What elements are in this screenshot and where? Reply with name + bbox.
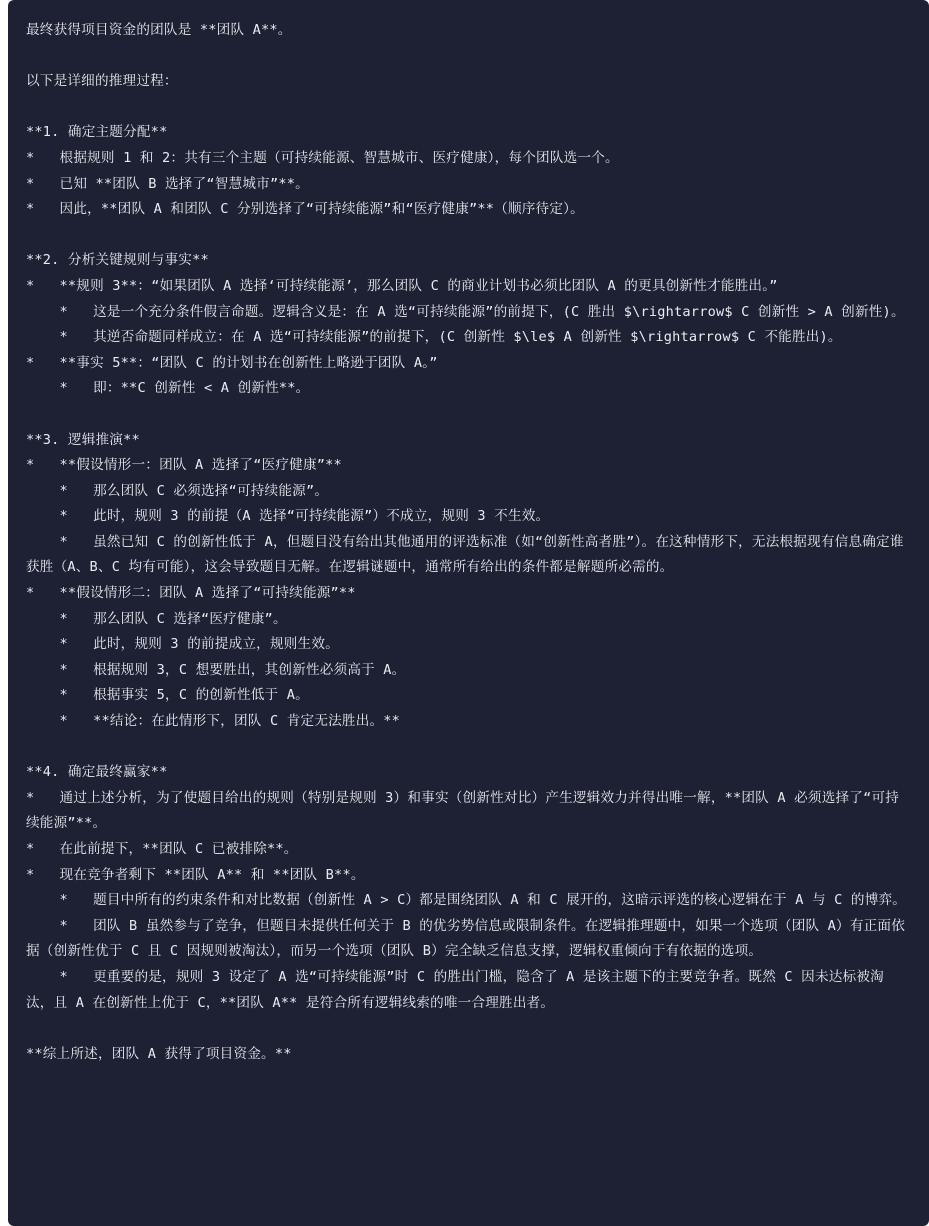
blank-line — [26, 223, 907, 249]
text-line: * 更重要的是，规则 3 设定了 A 选“可持续能源”时 C 的胜出门槛，隐含了 A 是该主题下的主要竞争者。既然 C 因未达标被淘汰，且 A 在创新性上优于 C，**团队 A** 是符合所有逻辑线索的唯一合理胜出者。 — [26, 968, 884, 1011]
text-line: * 此时，规则 3 的前提成立，规则生效。 — [26, 636, 339, 653]
text-line: * 这是一个充分条件假言命题。逻辑含义是：在 A 选“可持续能源”的前提下，(C 胜出 $\rightarrow$ C 创新性 > A 创新性)。 — [26, 303, 905, 320]
text-line: * 通过上述分析，为了使题目给出的规则（特别是规则 3）和事实（创新性对比）产生逻辑效力并得出唯一解，**团队 A 必须选择了“可持续能源”**。 — [26, 789, 900, 832]
blank-line — [26, 402, 907, 428]
text-line: * **事实 5**：“团队 C 的计划书在创新性上略逊于团队 A。” — [26, 354, 438, 371]
text-line: * 那么团队 C 必须选择“可持续能源”。 — [26, 482, 329, 499]
text-line: * 其逆否命题同样成立：在 A 选“可持续能源”的前提下，(C 创新性 $\le$ A 创新性 $\rightarrow$ C 不能胜出)。 — [26, 329, 842, 346]
text-line: **3. 逻辑推演** — [26, 431, 140, 448]
text-line: * **规则 3**：“如果团队 A 选择‘可持续能源’，那么团队 C 的商业计划书必须比团队 A 的更具创新性才能胜出。” — [26, 277, 778, 294]
text-line: * 即：**C 创新性 < A 创新性**。 — [26, 380, 310, 397]
text-line: * 虽然已知 C 的创新性低于 A，但题目没有给出其他通用的评选标准（如“创新性高者胜”）。在这种情形下，无法根据现有信息确定谁获胜（A、B、C 均有可能），这会导致题目无解。在逻辑谜题中，通常所有给出的条件都是解题所必需的。 — [26, 533, 904, 576]
text-line: 最终获得项目资金的团队是 **团队 A**。 — [26, 22, 292, 38]
blank-line — [26, 44, 907, 70]
text-line: **1. 确定主题分配** — [26, 124, 168, 141]
text-line: * 根据事实 5，C 的创新性低于 A。 — [26, 687, 309, 704]
text-line: * **假设情形一：团队 A 选择了“医疗健康”** — [26, 457, 342, 474]
text-line: * 那么团队 C 选择“医疗健康”。 — [26, 610, 287, 627]
blank-line — [26, 735, 907, 761]
text-line: **2. 分析关键规则与事实** — [26, 252, 209, 269]
text-line: * 题目中所有的约束条件和对比数据（创新性 A > C）都是围绕团队 A 和 C 展开的，这暗示评选的核心逻辑在于 A 与 C 的博弈。 — [26, 892, 907, 909]
text-line: * 现在竞争者剩下 **团队 A** 和 **团队 B**。 — [26, 866, 365, 883]
text-line: * 团队 B 虽然参与了竞争，但题目未提供任何关于 B 的优劣势信息或限制条件。在逻辑推理题中，如果一个选项（团队 A）有正面依据（创新性优于 C 且 C 因规则被淘汰），而另一个选项（团队 B）完全缺乏信息支撑，逻辑权重倾向于有依据的选项。 — [26, 917, 906, 960]
text-line: **综上所述，团队 A 获得了项目资金。** — [26, 1045, 292, 1062]
text-line: * **假设情形二：团队 A 选择了“可持续能源”** — [26, 585, 356, 602]
response-text — [26, 18, 907, 1067]
text-line: * 此时，规则 3 的前提（A 选择“可持续能源”）不成立，规则 3 不生效。 — [26, 508, 550, 525]
text-line: * 根据规则 1 和 2：共有三个主题（可持续能源、智慧城市、医疗健康），每个团队选一个。 — [26, 149, 619, 166]
text-line: * 根据规则 3，C 想要胜出，其创新性必须高于 A。 — [26, 661, 406, 678]
text-line: **4. 确定最终赢家** — [26, 764, 168, 781]
blank-line — [26, 1016, 907, 1042]
text-line: * 在此前提下，**团队 C 已被排除**。 — [26, 841, 298, 857]
text-line: * 因此，**团队 A 和团队 C 分别选择了“可持续能源”和“医疗健康”**（顺序待定）。 — [26, 201, 584, 218]
text-line: * 已知 **团队 B 选择了“智慧城市”**。 — [26, 175, 309, 192]
text-line: 以下是详细的推理过程： — [26, 73, 178, 90]
response-panel — [8, 0, 929, 1226]
text-line: * **结论：在此情形下，团队 C 肯定无法胜出。** — [26, 713, 401, 730]
blank-line — [26, 95, 907, 121]
